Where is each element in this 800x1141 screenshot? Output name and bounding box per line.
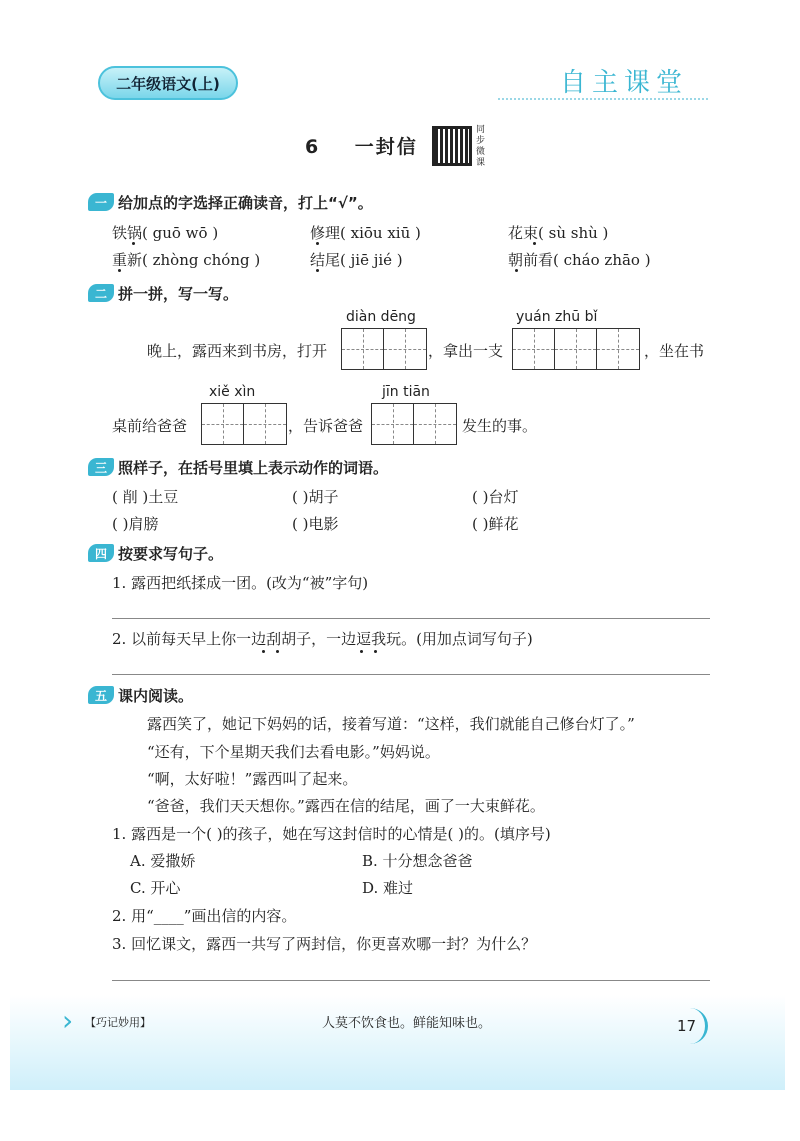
emphasis-dot xyxy=(132,242,135,245)
header-divider xyxy=(498,98,708,100)
reading-paragraph: “还有，下个星期天我们去看电影。”妈妈说。 xyxy=(147,743,440,761)
section-4-heading: 四 按要求写句子。 xyxy=(88,541,223,565)
answer-line[interactable] xyxy=(112,980,710,981)
s1-item: 花束( sù shù ) xyxy=(508,224,609,242)
s2-text: 晚上，露西来到书房，打开 xyxy=(147,342,328,360)
section-5-heading: 五 课内阅读。 xyxy=(88,683,193,707)
chevron-right-icon: › xyxy=(62,1004,74,1037)
writing-grid[interactable] xyxy=(371,403,457,445)
qr-code-icon[interactable] xyxy=(432,126,472,166)
emphasis-dot xyxy=(316,242,319,245)
reading-paragraph: “啊，太好啦！”露西叫了起来。 xyxy=(147,770,358,788)
option: D. 难过 xyxy=(362,879,414,897)
s3-item[interactable]: ( )台灯 xyxy=(472,488,519,506)
s2-text: 发生的事。 xyxy=(462,417,538,435)
section-1-heading: 一 给加点的字选择正确读音，打上“√”。 xyxy=(88,190,373,214)
s1-item: 重新( zhòng chóng ) xyxy=(112,251,261,269)
page-number: 17 xyxy=(668,1008,708,1044)
option: A. 爱撒娇 xyxy=(130,852,196,870)
reading-paragraph: 露西笑了，她记下妈妈的话，接着写道：“这样，我们就能自己修台灯了。” xyxy=(147,715,635,733)
reading-paragraph: “爸爸，我们天天想你。”露西在信的结尾，画了一大束鲜花。 xyxy=(147,797,545,815)
option: C. 开心 xyxy=(130,879,181,897)
pinyin-label: diàn dēng xyxy=(346,309,416,325)
s3-item[interactable]: ( )鲜花 xyxy=(472,515,519,533)
pinyin-label: yuán zhū bǐ xyxy=(516,309,598,325)
lesson-title: 6 一封信 xyxy=(305,136,418,158)
writing-grid[interactable] xyxy=(201,403,287,445)
answer-line[interactable] xyxy=(112,618,710,619)
footer-tip: 【巧记妙用】 xyxy=(85,1016,151,1029)
s4-question: 1. 露西把纸揉成一团。(改为“被”字句) xyxy=(112,574,369,592)
s4-question: 2. 以前每天早上你一边刮胡子，一边逗我玩。(用加点词写句子) xyxy=(112,630,533,648)
s1-item: 结尾( jiē jié ) xyxy=(310,251,403,269)
emphasis-dot xyxy=(118,269,121,272)
s5-question: 3. 回忆课文，露西一共写了两封信，你更喜欢哪一封？为什么？ xyxy=(112,935,537,953)
emphasis-dot xyxy=(262,650,265,653)
s1-item: 朝前看( cháo zhāo ) xyxy=(508,251,651,269)
writing-grid[interactable] xyxy=(341,328,427,370)
footer-quote: 人莫不饮食也。鲜能知味也。 xyxy=(322,1016,492,1031)
emphasis-dot xyxy=(316,269,319,272)
section-2-heading: 二 拼一拼，写一写。 xyxy=(88,281,238,305)
s2-text: ，告诉爸爸 xyxy=(288,417,364,435)
s2-text: ，坐在书 xyxy=(644,342,705,360)
s3-item[interactable]: ( )电影 xyxy=(292,515,339,533)
s5-question: 2. 用“____”画出信的内容。 xyxy=(112,907,297,925)
writing-grid[interactable] xyxy=(512,328,640,370)
emphasis-dot xyxy=(515,269,518,272)
series-title: 自主课堂 xyxy=(559,67,688,98)
grade-badge: 二年级语文(上) xyxy=(98,66,238,100)
emphasis-dot xyxy=(276,650,279,653)
emphasis-dot xyxy=(360,650,363,653)
s1-item: 修理( xiōu xiū ) xyxy=(310,224,421,242)
s3-item[interactable]: ( )胡子 xyxy=(292,488,339,506)
pinyin-label: xiě xìn xyxy=(209,384,256,400)
pinyin-label: jīn tiān xyxy=(382,384,430,400)
s3-item[interactable]: ( 削 )土豆 xyxy=(112,488,179,506)
s1-item: 铁锅( guō wō ) xyxy=(112,224,219,242)
s3-item[interactable]: ( )肩膀 xyxy=(112,515,159,533)
qr-label: 同步微课 xyxy=(476,125,486,168)
s2-text: ，拿出一支 xyxy=(428,342,504,360)
emphasis-dot xyxy=(374,650,377,653)
section-3-heading: 三 照样子，在括号里填上表示动作的词语。 xyxy=(88,455,388,479)
answer-line[interactable] xyxy=(112,674,710,675)
s5-question: 1. 露西是一个( )的孩子，她在写这封信时的心情是( )的。(填序号) xyxy=(112,825,551,843)
emphasis-dot xyxy=(533,242,536,245)
s2-text: 桌前给爸爸 xyxy=(112,417,188,435)
option: B. 十分想念爸爸 xyxy=(362,852,473,870)
